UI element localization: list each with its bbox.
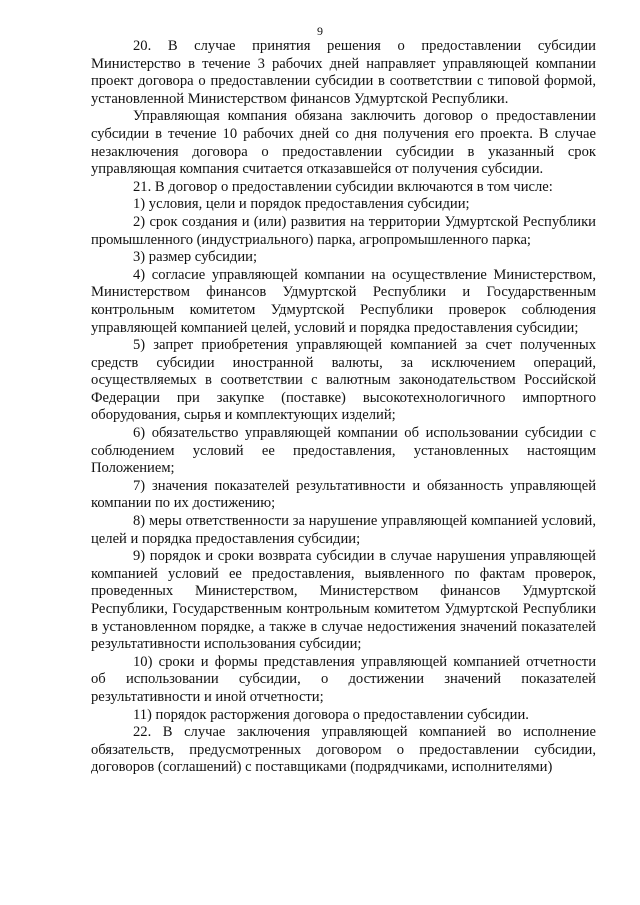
paragraph-20: 20. В случае принятия решения о предоставлении субсидии Министерство в течение 3 рабочих дней направляет управляющей компании проект договора о предоставлении субсидии в соответствии с типовой формой, установленной Министерством финансов Удмуртской Республики.: [91, 38, 596, 107]
list-item-5: 5) запрет приобретения управляющей компанией за счет полученных средств субсидии иностранной валюты, за исключением операций, осуществляемых в соответствии с валютным законодательством Российской Федерации при закупке (поставке) высокотехнологичного импортного оборудования, сырья и комплектующих изделий;: [91, 337, 596, 424]
paragraph-20-contract-obligation: Управляющая компания обязана заключить договор о предоставлении субсидии в течение 10 рабочих дней со дня получения его проекта. В случае незаключения договора о предоставлении субсидии в указанный срок управляющая компания считается отказавшейся от получения субсидии.: [91, 108, 596, 178]
list-item-6: 6) обязательство управляющей компании об использовании субсидии с соблюдением условий ее предоставления, установленных настоящим Положением;: [91, 425, 596, 477]
list-item-2: 2) срок создания и (или) развития на территории Удмуртской Республики промышленного (индустриального) парка, агропромышленного парка;: [91, 213, 596, 248]
list-item-1: 1) условия, цели и порядок предоставления субсидии;: [133, 196, 470, 213]
list-item-8: 8) меры ответственности за нарушение управляющей компанией условий, целей и порядка предоставления субсидии;: [91, 513, 596, 547]
document-body: [91, 38, 596, 777]
list-item-10: 10) сроки и формы представления управляющей компанией отчетности об использовании субсидии, о достижении значений показателей результативности и иной отчетности;: [91, 653, 596, 705]
paragraph-21: 21. В договор о предоставлении субсидии включаются в том числе:: [133, 178, 553, 195]
paragraph-22: 22. В случае заключения управляющей компанией во исполнение обязательств, предусмотренных договором о предоставлении субсидии, договоров (соглашений) с поставщиками (подрядчиками, исполнителями): [91, 724, 596, 776]
page-number: 9: [317, 24, 323, 38]
list-item-9: 9) порядок и сроки возврата субсидии в случае нарушения управляющей компанией условий ее предоставления, выявленного по фактам проверок, проведенных Министерством, Министерством финансов Удмуртской Республики, Государственным контрольным комитетом Удмуртской Республики в установленном порядке, а также в случае недостижения значений показателей результативности использования субсидии;: [91, 548, 596, 653]
list-item-4: 4) согласие управляющей компании на осуществление Министерством, Министерством финансов Удмуртской Республики и Государственным контрольным комитетом Удмуртской Республики проверок соблюдения управляющей компанией целей, условий и порядка предоставления субсидии;: [91, 266, 596, 336]
list-item-7: 7) значения показателей результативности и обязанность управляющей компании по их достижению;: [91, 477, 596, 512]
list-item-3: 3) размер субсидии;: [133, 249, 257, 266]
list-item-11: 11) порядок расторжения договора о предоставлении субсидии.: [133, 706, 529, 723]
